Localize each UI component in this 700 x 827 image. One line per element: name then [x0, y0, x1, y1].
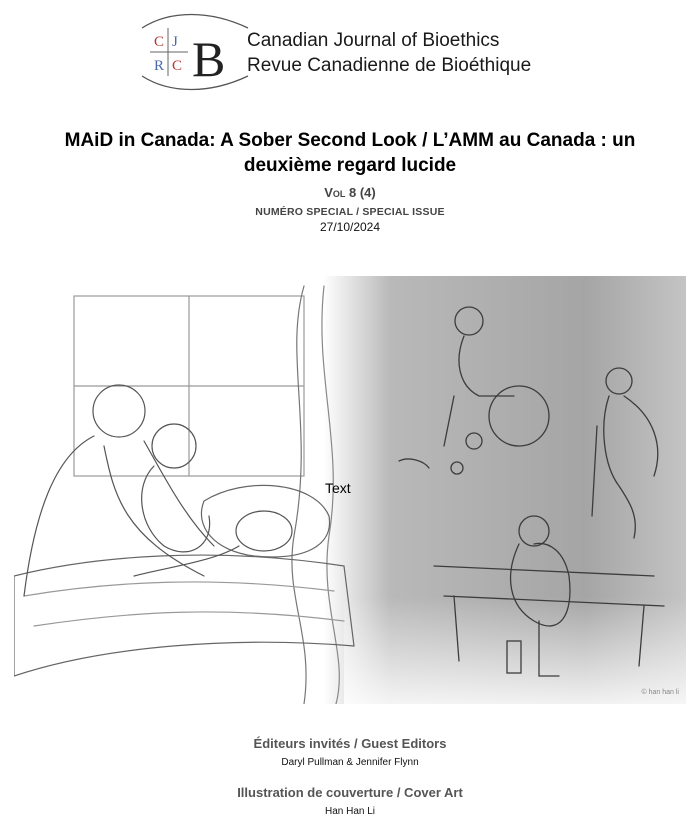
logo-letter-b: B	[192, 31, 226, 87]
special-issue-label: NUMÉRO SPECIAL / SPECIAL ISSUE	[255, 206, 445, 218]
cover-art-name: Han Han Li	[324, 806, 376, 817]
issue-date: 27/10/2024	[319, 220, 381, 234]
guest-editors-heading: Éditeurs invités / Guest Editors	[253, 736, 447, 751]
journal-names	[247, 28, 531, 78]
illustration-overlay-text: Text	[325, 480, 351, 496]
volume-number: Vol 8 (4)	[324, 185, 376, 200]
journal-logo	[140, 6, 252, 98]
cover-art-heading: Illustration de couverture / Cover Art	[237, 785, 463, 800]
issue-title	[0, 128, 700, 178]
illustration-signature: © han han li	[641, 689, 679, 696]
journal-name-en: Canadian Journal of Bioethics	[247, 30, 500, 51]
logo-letter-c2: C	[172, 58, 183, 74]
logo-letter-j: J	[172, 34, 178, 50]
journal-name-fr: Revue Canadienne de Bioéthique	[247, 55, 532, 76]
issue-title-line-1: MAiD in Canada: A Sober Second Look / L’AMM au Canada : un	[64, 130, 636, 151]
journal-masthead	[140, 6, 560, 98]
guest-editors-names: Daryl Pullman & Jennifer Flynn	[281, 757, 419, 768]
logo-letter-c: C	[154, 34, 165, 50]
logo-letter-r: R	[154, 58, 165, 74]
issue-title-line-2: deuxième regard lucide	[243, 155, 457, 176]
